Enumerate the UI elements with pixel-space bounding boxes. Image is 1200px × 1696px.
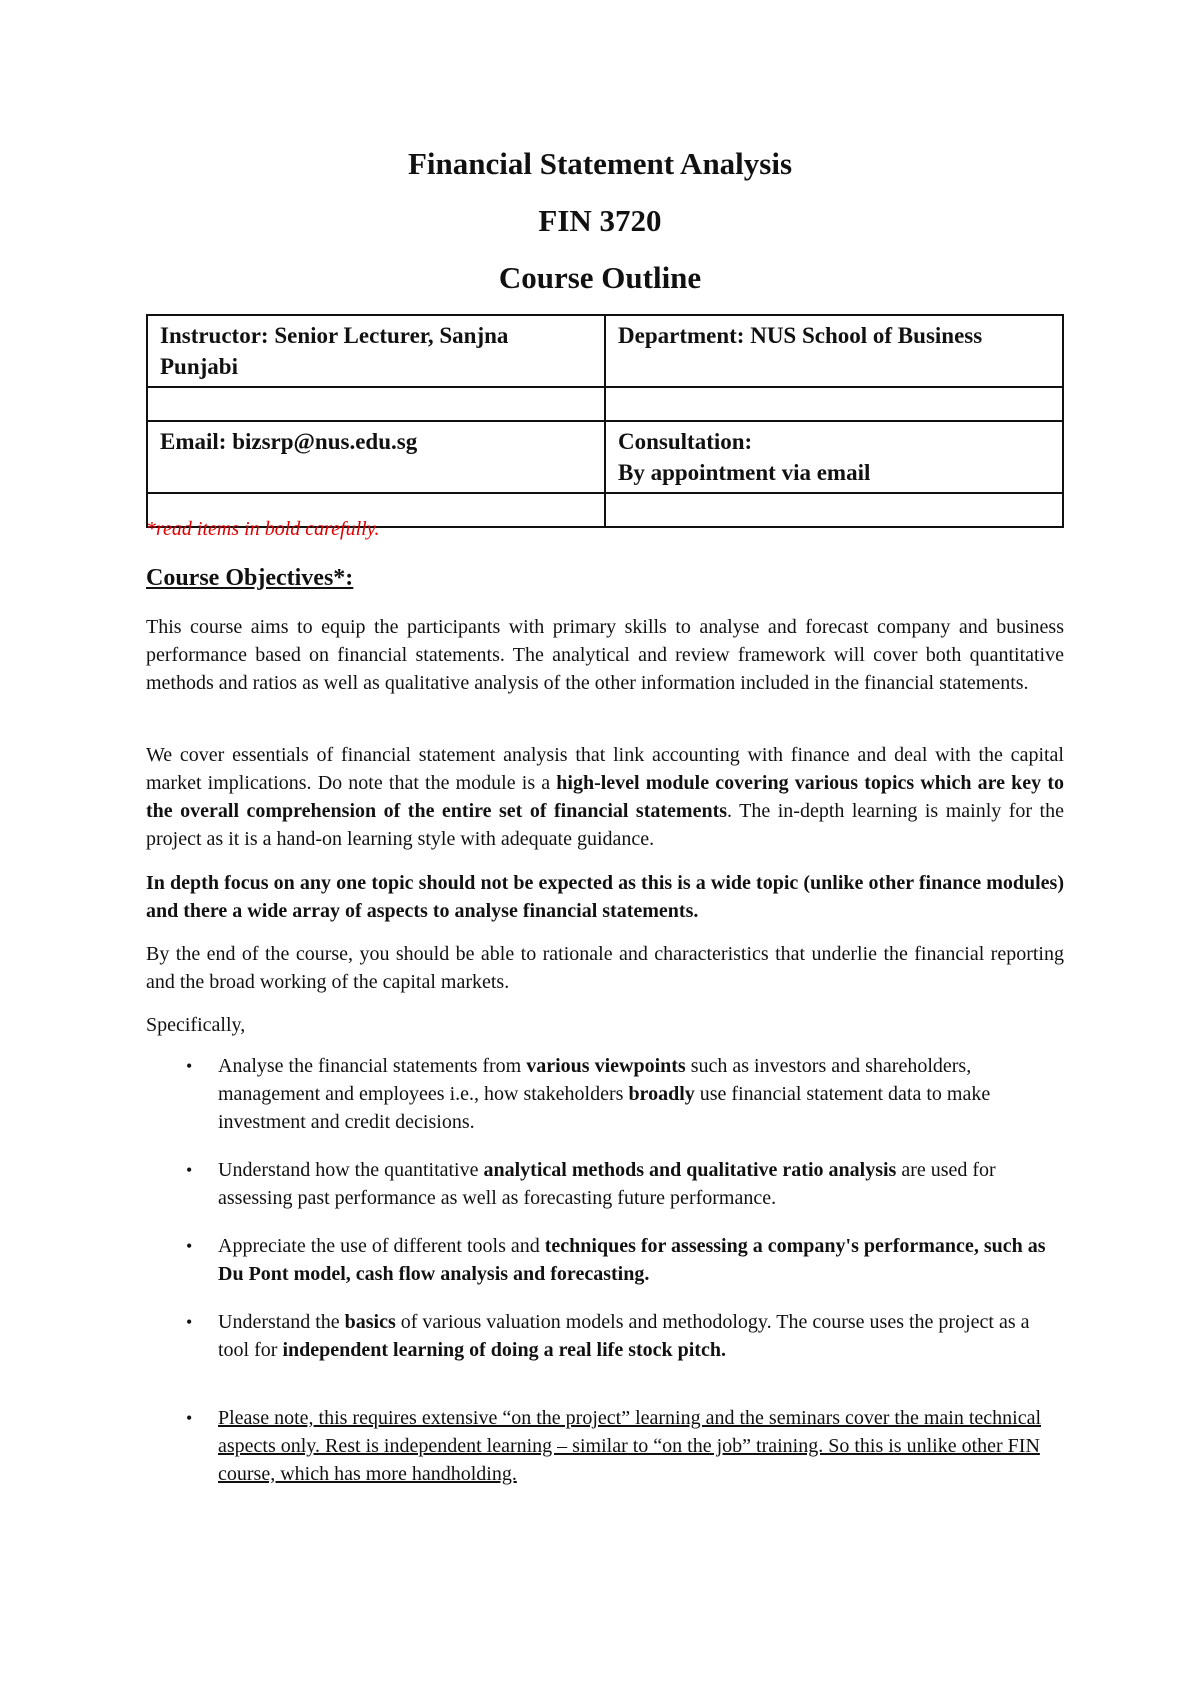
instructor-cell: Instructor: Senior Lecturer, Sanjna Punjabi	[147, 315, 605, 387]
consultation-cell	[605, 421, 1063, 493]
list-item	[146, 1232, 1064, 1288]
list-item	[146, 1156, 1064, 1212]
bold-span: techniques for assessing a company's performance, such as Du Pont model, cash flow analysis and forecasting.	[218, 1235, 1046, 1285]
bullet-icon: •	[186, 1312, 193, 1332]
department-cell: Department: NUS School of Business	[605, 315, 1063, 387]
bullet-icon: •	[186, 1408, 193, 1428]
bold-note: *read items in bold carefully.	[146, 518, 380, 540]
page-title: Financial Statement Analysis	[407, 146, 793, 181]
empty-cell	[605, 387, 1063, 421]
list-item	[146, 1052, 1064, 1136]
bold-span: basics	[344, 1311, 396, 1333]
text-span: of various valuation models and methodology. The course uses the project as a tool for	[218, 1311, 1030, 1361]
text-span: We cover essentials of financial statement analysis that link accounting with finance and deal with the capital market implications. Do note that the module is a	[146, 744, 1064, 794]
paragraph-specifically: Specifically,	[146, 1014, 246, 1036]
text-span: . The in-depth learning is mainly for the project as it is a hand-on learning style with adequate guidance.	[146, 800, 1064, 850]
empty-cell	[605, 493, 1063, 527]
text-span: Understand how the quantitative	[218, 1159, 484, 1181]
text-span: Understand the	[218, 1311, 345, 1333]
list-item	[146, 1404, 1064, 1488]
paragraph-end-of-course: By the end of the course, you should be able to rationale and characteristics that underlie the financial reporting and the broad working of the capital markets.	[146, 943, 1064, 993]
consultation-value: By appointment via email	[618, 460, 871, 485]
paragraph-essentials	[146, 741, 1064, 853]
bold-span: broadly	[628, 1083, 695, 1105]
list-item	[146, 1308, 1064, 1364]
text-span: Appreciate the use of different tools and	[218, 1235, 545, 1257]
page-subtitle: Course Outline	[498, 260, 702, 295]
text-span: use financial statement data to make investment and credit decisions.	[218, 1083, 991, 1133]
bold-span: analytical methods and qualitative ratio analysis	[483, 1159, 897, 1181]
empty-cell	[147, 387, 605, 421]
bold-span: In depth focus on any one topic should not be expected as this is a wide topic (unlike other finance modules) and there a wide array of aspects to analyse financial statements.	[146, 872, 1064, 922]
course-info-table	[146, 314, 1064, 528]
course-code: FIN 3720	[538, 203, 662, 238]
text-span: Analyse the financial statements from	[218, 1055, 527, 1077]
bullet-icon: •	[186, 1056, 193, 1076]
underlined-note: Please note, this requires extensive “on the project” learning and the seminars cover the main technical aspects only. Rest is independent learning – similar to “on the job” training. So this is unlike other FIN course, which has more handholding.	[218, 1407, 1042, 1485]
bold-span: various viewpoints	[526, 1055, 686, 1077]
bold-span: independent learning of doing a real life stock pitch.	[282, 1339, 726, 1361]
text-span: such as investors and shareholders, management and employees i.e., how stakeholders	[218, 1055, 972, 1105]
objectives-list	[146, 1052, 1064, 1508]
paragraph-depth-warning	[146, 869, 1064, 925]
objectives-heading: Course Objectives*:	[146, 565, 354, 591]
text-span: are used for assessing past performance as well as forecasting future performance.	[218, 1159, 996, 1209]
email-cell: Email: bizsrp@nus.edu.sg	[147, 421, 605, 493]
consultation-label: Consultation:	[618, 429, 753, 454]
bold-span: high-level module covering various topics which are key to the overall comprehension of the entire set of financial statements	[146, 772, 1064, 822]
bullet-icon: •	[186, 1160, 193, 1180]
paragraph-intro: This course aims to equip the participants with primary skills to analyse and forecast company and business performance based on financial statements. The analytical and review framework will cover both quantitative methods and ratios as well as qualitative analysis of the other information included in the financial statements.	[146, 616, 1064, 694]
bullet-icon: •	[186, 1236, 193, 1256]
